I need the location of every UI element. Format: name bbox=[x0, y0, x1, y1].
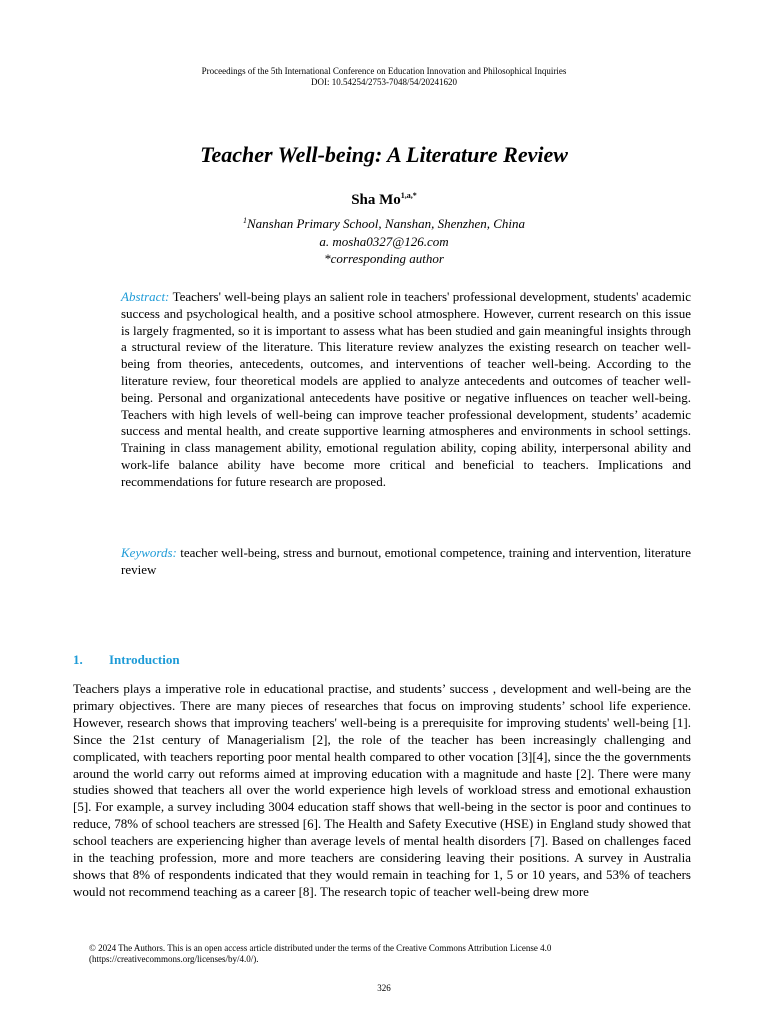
doi: DOI: 10.54254/2753-7048/54/20241620 bbox=[311, 77, 457, 87]
affiliation-text: Nanshan Primary School, Nanshan, Shenzhen, China bbox=[246, 216, 526, 231]
corresponding-note: *corresponding author bbox=[324, 251, 444, 266]
running-header bbox=[0, 66, 768, 88]
conference-name: Proceedings of the 5th International Conference on Education Innovation and Philosophical Inquiries bbox=[201, 66, 567, 76]
abstract bbox=[121, 289, 691, 491]
keywords bbox=[121, 545, 691, 579]
page-number: 326 bbox=[377, 983, 391, 993]
section-title: Introduction bbox=[109, 652, 180, 667]
author-sup: 1,a,* bbox=[400, 191, 417, 200]
keywords-label: Keywords: bbox=[121, 545, 177, 560]
paper-title: Teacher Well-being: A Literature Review bbox=[200, 142, 568, 167]
affiliation-block bbox=[0, 215, 768, 268]
author-name: Sha Mo bbox=[351, 192, 401, 208]
affiliation-line bbox=[0, 215, 768, 233]
author-line bbox=[0, 190, 768, 210]
introduction-paragraph: Teachers plays a imperative role in educational practise, and students’ success , development and well-being are the primary objectives. There are many pieces of researches that focus on improving students’ school life experience. However, research shows that improving teachers' well-being is a prerequisite for improving students' well-being [1]. Since the 21st century of Managerialism [2], the role of the teacher has been increasingly challenging and complicated, with teachers reporting poor mental health compared to other vocation [3][4], since the the governments around the world carry out reforms aimed at improving education with a magnitude and haste [2]. There were many studies showed that teachers all over the world experience high levels of workload stress and emotional exhaustion [5]. For example, a survey including 3004 education staff shows that well-being in the sector is poor and continues to reduce, 78% of school teachers are stressed [6]. The Health and Safety Executive (HSE) in England study showed that school teachers are experiencing higher than average levels of mental health disorders [7]. Based on challenges faced in the teaching profession, more and more teachers are considering leaving their positions. A survey in Australia shows that 8% of respondents indicated that they would remain in teaching for 1, 5 or 10 years, and 53% of teachers would not recommend teaching as a career [8]. The research topic of teacher well-being drew more bbox=[73, 681, 691, 899]
license-footer bbox=[89, 943, 681, 965]
section-heading bbox=[73, 651, 180, 669]
abstract-text: Teachers' well-being plays an salient role in teachers' professional development, students' academic success and psychological health, and a positive school atmosphere. However, current research on this issue is largely fragmented, so it is important to assess what has been studied and gain meaningful insights through a structural review of the literature. This literature review analyzes the existing research on teacher well-being from theories, antecedents, outcomes, and interventions of teacher well-being. According to the literature review, four theoretical models are applied to analyze antecedents and outcomes of teacher well-being. Personal and organizational antecedents have positive or negative influences on teacher well-being. Teachers with high levels of well-being can improve teacher professional development, students’ academic success and mental health, and create supportive learning atmospheres and environments in school settings. Training in class management ability, emotional regulation ability, coping ability, interpersonal ability and work-life balance ability have become more critical and beneficial to teachers. Implications and recommendations for future research are proposed. bbox=[121, 289, 691, 489]
license-text: © 2024 The Authors. This is an open access article distributed under the terms of the Creative Commons Attribution License 4.0 bbox=[89, 943, 552, 953]
license-link[interactable]: (https://creativecommons.org/licenses/by/4.0/). bbox=[89, 954, 259, 964]
keywords-text: teacher well-being, stress and burnout, emotional competence, training and intervention, literature review bbox=[121, 545, 691, 577]
section-number: 1. bbox=[73, 652, 83, 667]
affiliation-sup: 1 bbox=[242, 216, 247, 225]
abstract-label: Abstract: bbox=[121, 289, 170, 304]
author-email: a. mosha0327@126.com bbox=[319, 233, 449, 249]
